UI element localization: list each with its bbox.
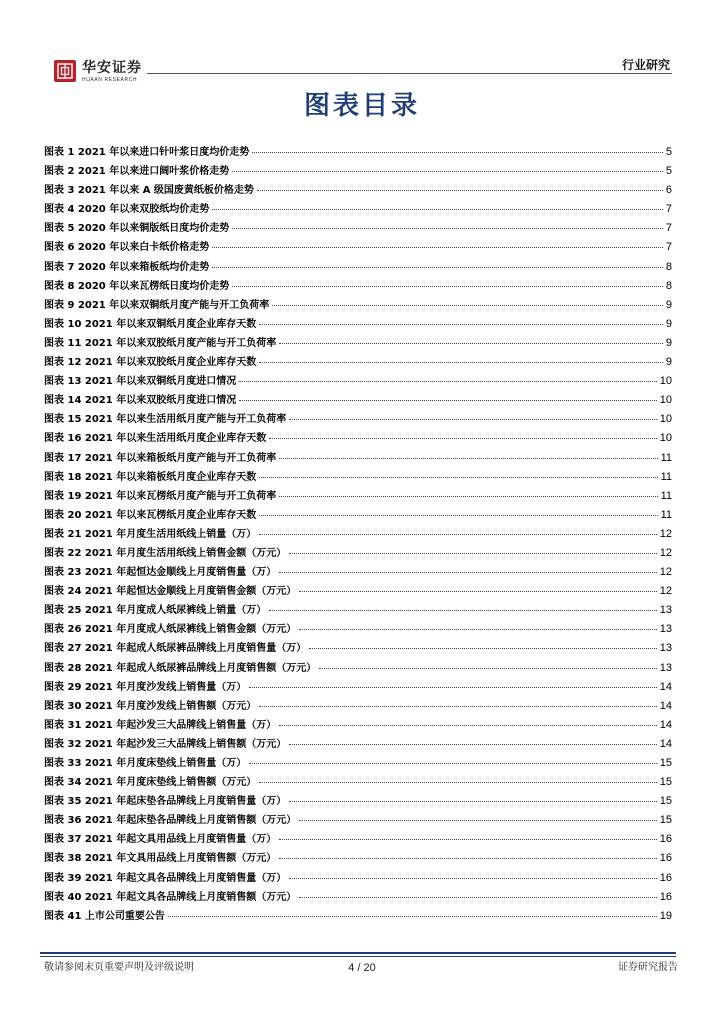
toc-entry-page: 5 — [665, 146, 672, 158]
toc-entry-page: 8 — [665, 279, 672, 292]
toc-leader-dots — [249, 763, 657, 764]
toc-entry-page: 16 — [659, 871, 672, 884]
toc-entry-page: 9 — [665, 298, 672, 311]
toc-entry[interactable] — [44, 757, 672, 776]
toc-entry[interactable] — [44, 604, 672, 623]
toc-entry-label: 图表 24 2021 年起恒达金顺线上月度销售金额（万元） — [44, 586, 297, 598]
toc-entry-label: 图表 29 2021 年月度沙发线上销售量（万） — [44, 681, 247, 693]
toc-entry-page: 5 — [665, 165, 672, 178]
toc-entry-page: 14 — [659, 737, 672, 750]
toc-leader-dots — [252, 152, 663, 153]
toc-entry[interactable] — [44, 528, 672, 547]
toc-leader-dots — [299, 820, 657, 821]
toc-entry[interactable] — [44, 184, 672, 203]
toc-entry[interactable] — [44, 241, 672, 260]
toc-entry-label: 图表 34 2021 年月度床垫线上销售额（万元） — [44, 777, 257, 789]
toc-entry-page: 15 — [659, 757, 672, 769]
toc-entry-label: 图表 10 2021 年以来双铜纸月度企业库存天数 — [44, 318, 257, 330]
toc-leader-dots — [259, 782, 657, 783]
toc-entry-label: 图表 3 2021 年以来 A 级国废黄纸板价格走势 — [44, 185, 254, 197]
toc-entry[interactable] — [44, 662, 672, 681]
toc-entry[interactable] — [44, 146, 672, 165]
toc-entry-page: 14 — [659, 718, 672, 731]
toc-leader-dots — [232, 171, 663, 172]
toc-entry[interactable] — [44, 509, 672, 528]
toc-entry-label: 图表 39 2021 年起文具各品牌线上月度销售量（万） — [44, 872, 287, 884]
toc-leader-dots — [289, 878, 657, 879]
toc-entry-label: 图表 37 2021 年起文具用品线上月度销售量（万） — [44, 834, 277, 846]
toc-leader-dots — [239, 400, 657, 401]
toc-entry-page: 16 — [659, 833, 672, 846]
toc-entry[interactable] — [44, 318, 672, 337]
toc-entry-page: 12 — [659, 546, 672, 559]
toc-leader-dots — [259, 706, 657, 707]
toc-entry-label: 图表 22 2021 年月度生活用纸线上销售金额（万元） — [44, 547, 287, 559]
toc-entry-page: 13 — [659, 661, 672, 674]
toc-entry-label: 图表 38 2021 年文具用品线上月度销售额（万元） — [44, 853, 277, 865]
toc-entry-label: 图表 12 2021 年以来双胶纸月度企业库存天数 — [44, 357, 257, 369]
toc-entry-label: 图表 21 2021 年月度生活用纸线上销量（万） — [44, 528, 257, 540]
toc-entry[interactable] — [44, 356, 672, 375]
toc-entry-label: 图表 32 2021 年起沙发三大品牌线上销售额（万元） — [44, 738, 287, 750]
toc-leader-dots — [289, 553, 657, 554]
footer-disclaimer: 敬请参阅末页重要声明及评级说明 — [44, 962, 194, 973]
toc-entry-label: 图表 35 2021 年起床垫各品牌线上月度销售量（万） — [44, 796, 287, 808]
toc-leader-dots — [279, 725, 657, 726]
toc-entry-page: 9 — [665, 317, 672, 330]
toc-entry-label: 图表 9 2021 年以来双铜纸月度产能与开工负荷率 — [44, 299, 270, 311]
toc-leader-dots — [279, 343, 663, 344]
toc-leader-dots — [279, 572, 657, 573]
toc-entry-label: 图表 40 2021 年起文具各品牌线上月度销售额（万元） — [44, 891, 297, 903]
toc-entry[interactable] — [44, 222, 672, 241]
toc-leader-dots — [249, 687, 657, 688]
toc-entry-label: 图表 19 2021 年以来瓦楞纸月度产能与开工负荷率 — [44, 490, 277, 502]
toc-entry-label: 图表 36 2021 年起床垫各品牌线上月度销售额（万元） — [44, 815, 297, 827]
footer-report-type: 证券研究报告 — [618, 962, 678, 973]
toc-entry[interactable] — [44, 432, 672, 451]
footer-page-number: 4 / 20 — [348, 962, 376, 974]
toc-entry[interactable] — [44, 280, 672, 299]
toc-leader-dots — [259, 362, 663, 363]
toc-entry-page: 9 — [665, 336, 672, 349]
toc-entry[interactable] — [44, 910, 672, 929]
page-header — [52, 56, 672, 88]
toc-entry-label: 图表 1 2021 年以来进口针叶浆日度均价走势 — [44, 147, 250, 158]
toc-entry-page: 15 — [659, 776, 672, 789]
toc-entry-page: 11 — [660, 470, 672, 483]
toc-entry-label: 图表 28 2021 年起成人纸尿裤品牌线上月度销售额（万元） — [44, 662, 317, 674]
toc-entry[interactable] — [44, 852, 672, 871]
toc-leader-dots — [299, 591, 657, 592]
toc-entry-page: 12 — [659, 527, 672, 540]
toc-entry-page: 6 — [665, 184, 672, 197]
page-title: 图表目录 — [303, 91, 420, 121]
toc-entry-label: 图表 33 2021 年月度床垫线上销售量（万） — [44, 758, 247, 769]
toc-entry-label: 图表 16 2021 年以来生活用纸月度企业库存天数 — [44, 433, 267, 445]
toc-entry-label: 图表 2 2021 年以来进口阔叶浆价格走势 — [44, 166, 230, 178]
toc-leader-dots — [259, 477, 657, 478]
toc-entry[interactable] — [44, 585, 672, 604]
toc-leader-dots — [289, 744, 657, 745]
toc-entry-label: 图表 27 2021 年起成人纸尿裤品牌线上月度销售量（万） — [44, 643, 307, 655]
toc-entry-page: 16 — [659, 890, 672, 903]
section-label: 行业研究 — [616, 58, 670, 72]
toc-entry[interactable] — [44, 776, 672, 795]
toc-leader-dots — [289, 801, 657, 802]
toc-entry[interactable] — [44, 872, 672, 891]
toc-entry-page: 12 — [659, 585, 672, 598]
toc-entry-page: 14 — [659, 699, 672, 712]
toc-entry-label: 图表 18 2021 年以来箱板纸月度企业库存天数 — [44, 471, 257, 483]
toc-entry[interactable] — [44, 891, 672, 910]
toc-entry[interactable] — [44, 203, 672, 222]
toc-entry-page: 13 — [659, 623, 672, 636]
huaan-logo-icon — [54, 60, 76, 82]
toc-entry[interactable] — [44, 642, 672, 661]
toc-entry-label: 图表 6 2020 年以来白卡纸价格走势 — [44, 242, 210, 254]
toc-entry-label: 图表 13 2021 年以来双铜纸月度进口情况 — [44, 376, 237, 388]
toc-leader-dots — [279, 458, 657, 459]
toc-entry-page: 10 — [659, 394, 672, 407]
toc-leader-dots — [212, 267, 663, 268]
toc-entry[interactable] — [44, 566, 672, 585]
toc-leader-dots — [259, 515, 657, 516]
toc-leader-dots — [299, 897, 657, 898]
toc-entry-page: 19 — [659, 909, 672, 922]
toc-entry[interactable] — [44, 452, 672, 471]
toc-entry[interactable] — [44, 261, 672, 280]
toc-entry[interactable] — [44, 795, 672, 814]
toc-entry-page: 11 — [660, 451, 672, 464]
toc-leader-dots — [269, 438, 657, 439]
toc-entry-page: 7 — [665, 203, 672, 216]
toc-entry[interactable] — [44, 299, 672, 318]
toc-entry-label: 图表 23 2021 年起恒达金顺线上月度销售量（万） — [44, 567, 277, 579]
toc-entry-page: 12 — [659, 566, 672, 579]
toc-entry[interactable] — [44, 337, 672, 356]
toc-entry-label: 图表 41 上市公司重要公告 — [44, 910, 165, 922]
toc-entry-page: 13 — [659, 604, 672, 617]
toc-leader-dots — [279, 496, 657, 497]
toc-leader-dots — [309, 648, 657, 649]
toc-leader-dots — [289, 419, 657, 420]
toc-leader-dots — [259, 534, 657, 535]
toc-leader-dots — [299, 629, 657, 630]
toc-leader-dots — [259, 324, 663, 325]
toc-leader-dots — [257, 190, 663, 191]
toc-entry-label: 图表 26 2021 年月度成人纸尿裤线上销售金额（万元） — [44, 624, 297, 636]
toc-leader-dots — [212, 209, 663, 210]
toc-entry-page: 8 — [665, 260, 672, 273]
toc-entry[interactable] — [44, 833, 672, 852]
toc-entry-label: 图表 11 2021 年以来双胶纸月度产能与开工负荷率 — [44, 337, 277, 349]
toc-leader-dots — [232, 228, 663, 229]
toc-entry-page: 7 — [665, 222, 672, 235]
toc-entry-label: 图表 8 2020 年以来瓦楞纸日度均价走势 — [44, 280, 230, 292]
toc-entry-label: 图表 20 2021 年以来瓦楞纸月度企业库存天数 — [44, 509, 257, 521]
toc-entry[interactable] — [44, 471, 672, 490]
toc-entry-page: 15 — [659, 795, 672, 808]
toc-entry[interactable] — [44, 394, 672, 413]
toc-entry-label: 图表 30 2021 年月度沙发线上销售额（万元） — [44, 700, 257, 712]
toc-entry-page: 10 — [659, 413, 672, 426]
toc-entry[interactable] — [44, 413, 672, 432]
toc-entry-label: 图表 31 2021 年起沙发三大品牌线上销售量（万） — [44, 719, 277, 731]
toc-entry[interactable] — [44, 375, 672, 394]
toc-entry-label: 图表 25 2021 年月度成人纸尿裤线上销量（万） — [44, 605, 267, 617]
toc-entry[interactable] — [44, 490, 672, 509]
toc-entry-label: 图表 7 2020 年以来箱板纸均价走势 — [44, 261, 210, 273]
toc-entry-page: 15 — [659, 814, 672, 827]
toc-leader-dots — [279, 858, 657, 859]
toc-leader-dots — [212, 247, 663, 248]
toc-leader-dots — [232, 286, 663, 287]
toc-entry-page: 11 — [660, 489, 672, 502]
toc-entry-page: 16 — [659, 852, 672, 865]
toc-entry-label: 图表 15 2021 年以来生活用纸月度产能与开工负荷率 — [44, 414, 287, 426]
toc-entry[interactable] — [44, 814, 672, 833]
toc-leader-dots — [269, 610, 657, 611]
toc-leader-dots — [272, 305, 663, 306]
toc-entry-page: 9 — [665, 356, 672, 369]
toc-entry-page: 13 — [659, 642, 672, 655]
toc-leader-dots — [239, 381, 657, 382]
footer-divider-thin — [40, 956, 676, 957]
header-divider — [147, 73, 672, 74]
toc-entry[interactable] — [44, 700, 672, 719]
toc-leader-dots — [319, 668, 657, 669]
toc-entry[interactable] — [44, 547, 672, 566]
footer-divider — [40, 952, 676, 954]
toc-entry-page: 10 — [659, 375, 672, 388]
toc-entry-label: 图表 4 2020 年以来双胶纸均价走势 — [44, 204, 210, 216]
toc-entry[interactable] — [44, 623, 672, 642]
toc-entry-page: 7 — [665, 241, 672, 254]
toc-entry[interactable] — [44, 738, 672, 757]
toc-entry-page: 11 — [660, 508, 672, 521]
toc-entry-label: 图表 14 2021 年以来双胶纸月度进口情况 — [44, 395, 237, 407]
toc-entry-page: 14 — [659, 680, 672, 693]
toc-entry-label: 图表 5 2020 年以来铜版纸日度均价走势 — [44, 223, 230, 235]
toc-leader-dots — [279, 839, 657, 840]
logo-name: 华安证券 — [82, 60, 142, 76]
toc-entry-label: 图表 17 2021 年以来箱板纸月度产能与开工负荷率 — [44, 452, 277, 464]
toc-entry-page: 10 — [659, 432, 672, 445]
logo-subtitle: HUAAN RESEARCH — [82, 77, 138, 83]
toc-entry[interactable] — [44, 719, 672, 738]
toc-leader-dots — [168, 916, 657, 917]
table-of-figures — [44, 146, 672, 929]
toc-entry[interactable] — [44, 165, 672, 184]
toc-entry[interactable] — [44, 681, 672, 700]
